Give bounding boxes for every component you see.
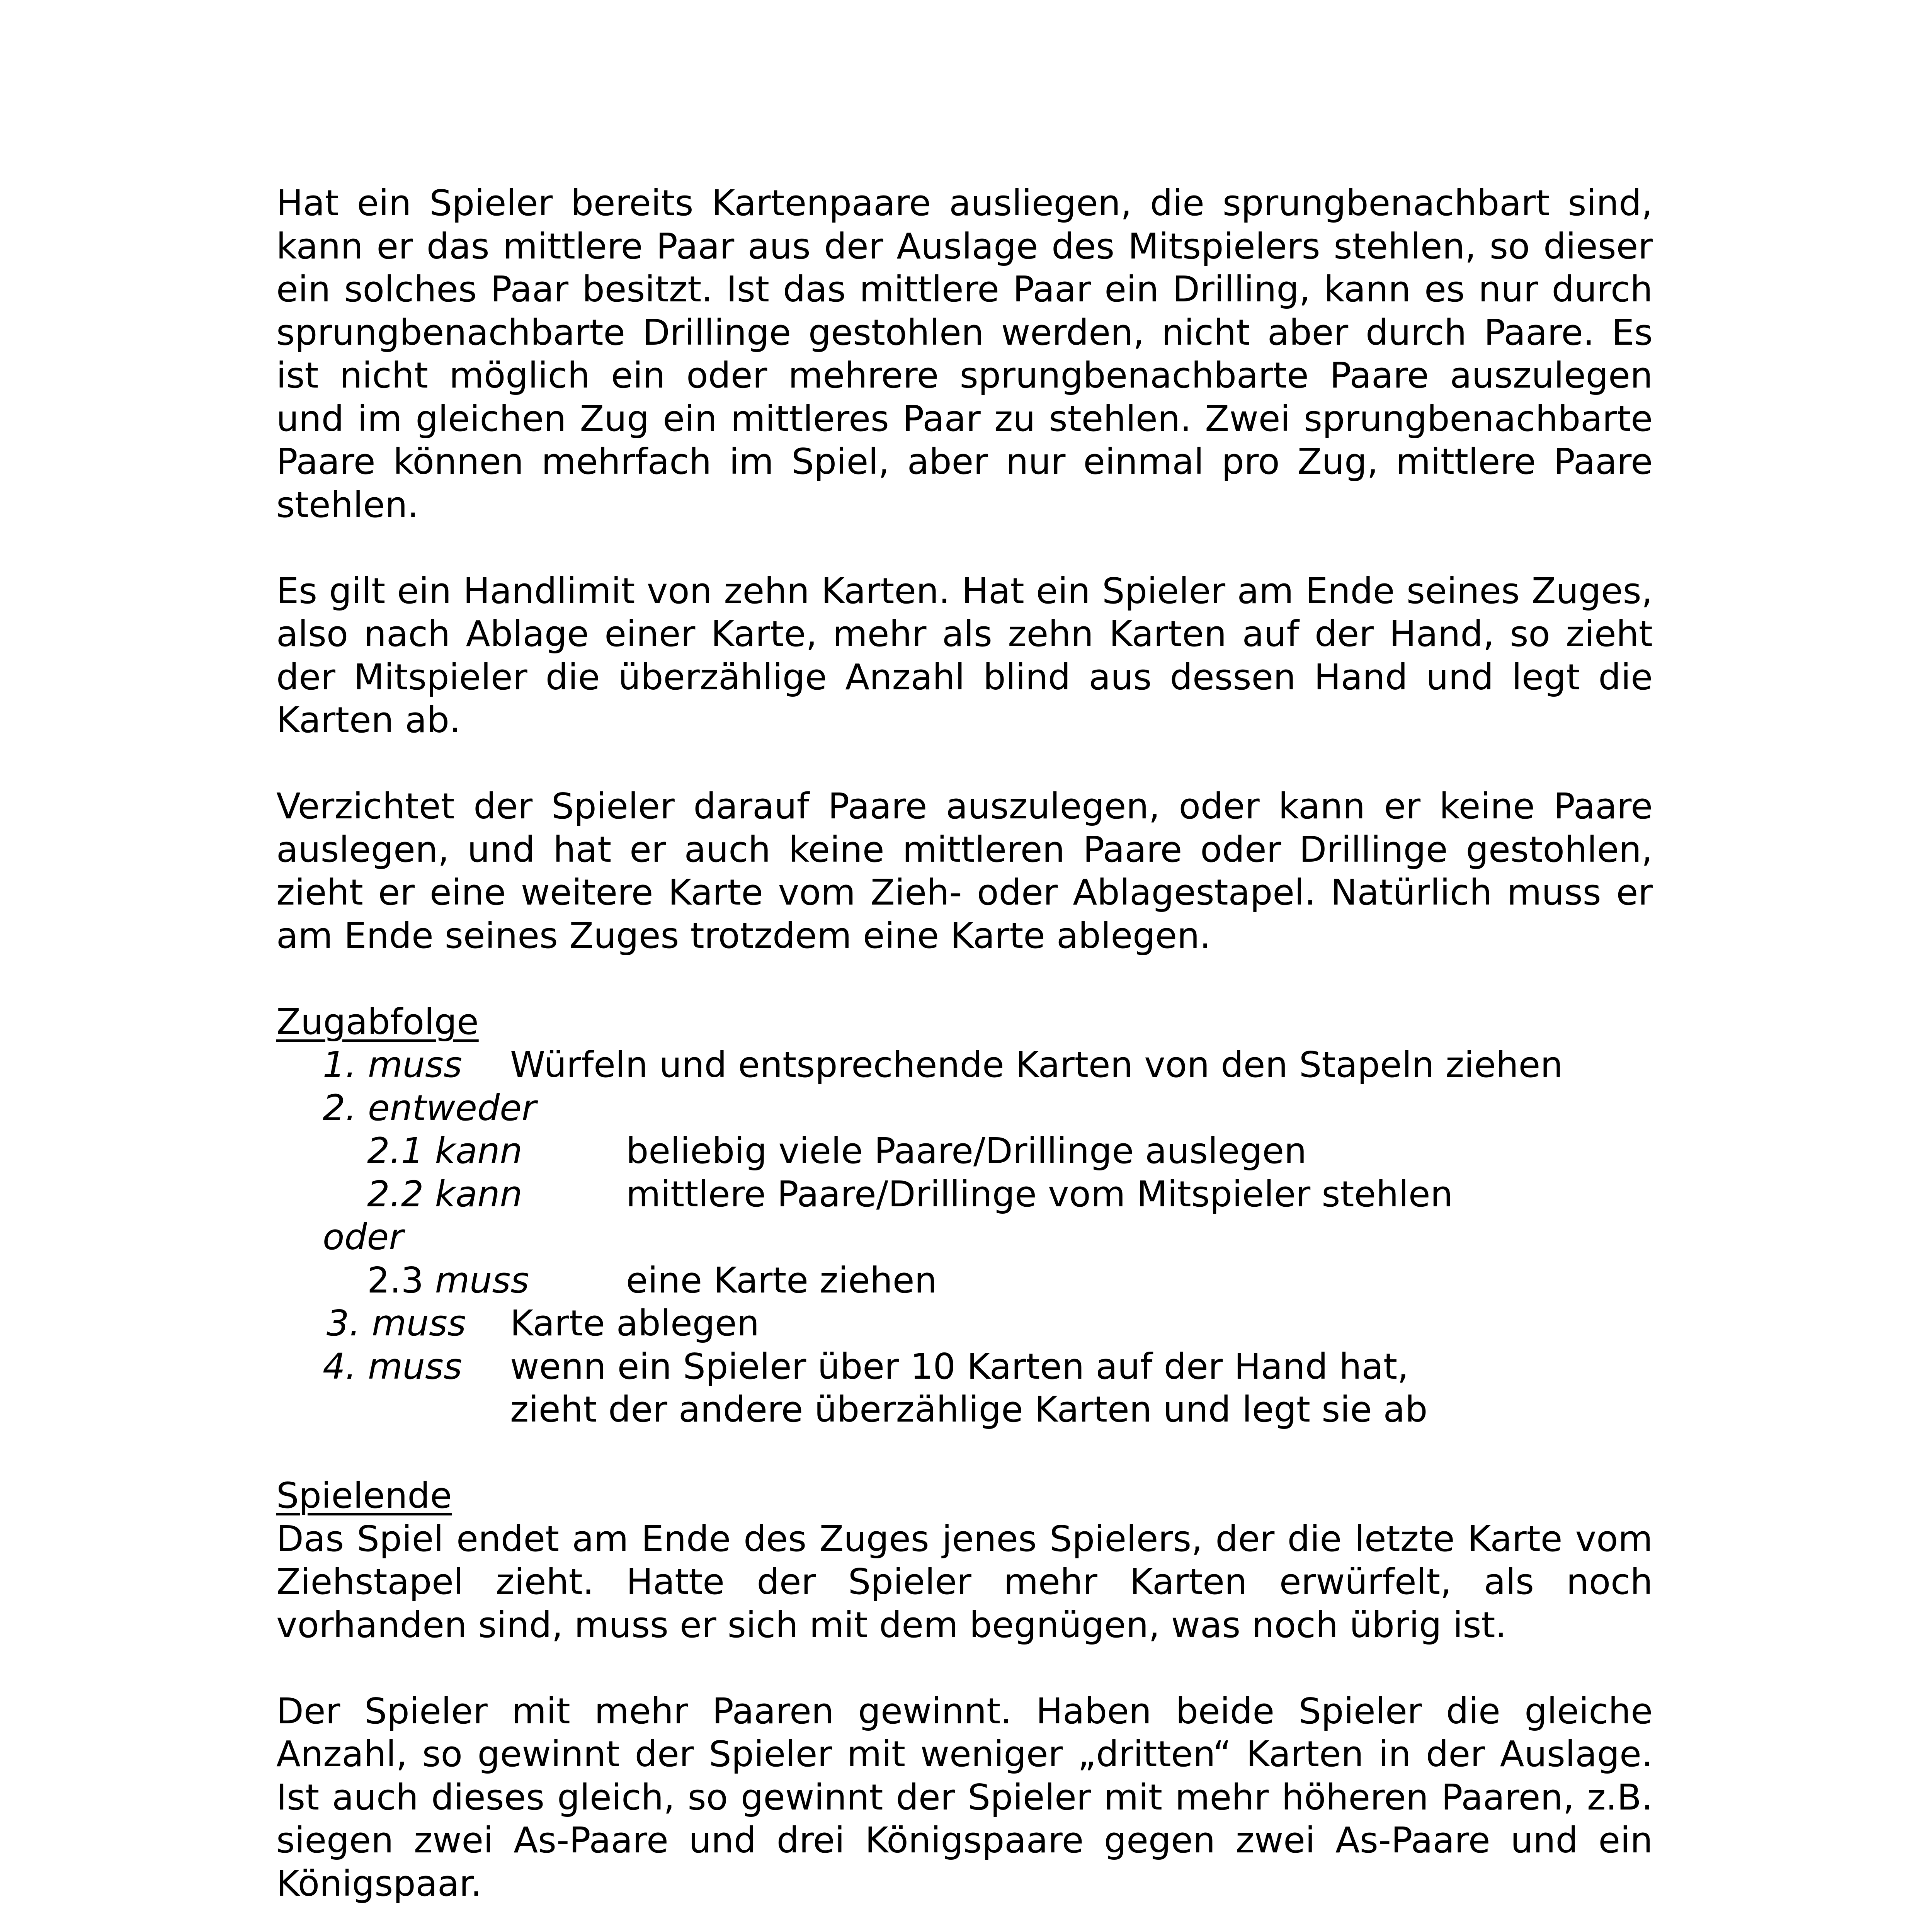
spacer [276,957,1653,1000]
oder-label: oder [323,1216,404,1258]
step-4-label: 4. muss [323,1345,462,1387]
step-2-3-text: eine Karte ziehen [626,1259,937,1301]
step-2-2-text: mittlere Paare/Drillinge vom Mitspieler stehlen [626,1173,1453,1215]
step-3-text: Karte ablegen [510,1303,760,1344]
spacer [276,1905,1653,1932]
document-body [276,182,1653,1932]
step-2 [276,1087,1653,1130]
step-2-3-number: 2.3 [367,1259,424,1301]
step-2-2 [276,1173,1653,1216]
spacer [276,742,1653,785]
paragraph-verzicht: Verzichtet der Spieler darauf Paare auszulegen, oder kann er keine Paare auslegen, und hat er auch keine mittleren Paare oder Drillinge gestohlen, zieht er eine weitere Karte vom Zieh- oder Ablagestapel. Natürlich muss er am Ende seines Zuges trotzdem eine Karte ablegen. [276,786,1653,956]
step-4-text-2: zieht der andere überzählige Karten und legt sie ab [510,1389,1428,1430]
paragraph-spielende: Das Spiel endet am Ende des Zuges jenes Spielers, der die letzte Karte vom Ziehstapel zieht. Hatte der Spieler mehr Karten erwürfelt, als noch vorhanden sind, muss er sich mit dem begnügen, was noch übrig ist. [276,1518,1653,1646]
step-3-label: 3. muss [327,1303,466,1344]
step-2-label: 2. entweder [323,1087,536,1129]
step-2-1-text: beliebig viele Paare/Drillinge auslegen [626,1130,1307,1172]
paragraph-stehlen: Hat ein Spieler bereits Kartenpaare ausliegen, die sprungbenachbart sind, kann er das mittlere Paar aus der Auslage des Mitspielers stehlen, so dieser ein solches Paar besitzt. Ist das mittlere Paar ein Drilling, kann es nur durch sprungbenachbarte Drillinge gestohlen werden, nicht aber durch Paare. Es ist nicht möglich ein oder mehrere sprungbenachbarte Paare auszulegen und im gleichen Zug ein mittleres Paar zu stehlen. Zwei sprungbenachbarte Paare können mehrfach im Spiel, aber nur einmal pro Zug, mittlere Paare stehlen. [276,182,1653,526]
step-2-1 [276,1129,1653,1173]
step-3 [276,1302,1653,1345]
step-1-label: 1. muss [323,1044,462,1085]
step-2-3-word: muss [435,1259,529,1301]
spacer [276,1431,1653,1475]
step-4-text-1: wenn ein Spieler über 10 Karten auf der Hand hat, [510,1345,1409,1387]
spacer [276,1646,1653,1690]
paragraph-gewinner: Der Spieler mit mehr Paaren gewinnt. Haben beide Spieler die gleiche Anzahl, so gewinnt der Spieler mit weniger „dritten“ Karten in der Auslage. Ist auch dieses gleich, so gewinnt der Spieler mit mehr höheren Paaren, z.B. siegen zwei As-Paare und drei Königspaare gegen zwei As-Paare und ein Königspaar. [276,1690,1653,1904]
step-2-3-label [367,1259,529,1302]
paragraph-handlimit: Es gilt ein Handlimit von zehn Karten. Hat ein Spieler am Ende seines Zuges, also nach Ablage einer Karte, mehr als zehn Karten auf der Hand, so zieht der Mitspieler die überzählige Anzahl blind aus dessen Hand und legt die Karten ab. [276,570,1653,741]
heading-zugabfolge: Zugabfolge [276,1001,479,1043]
step-2-1-label: 2.1 kann [367,1130,522,1172]
step-4 [276,1345,1653,1388]
oder-line [276,1216,1653,1259]
step-2-3 [276,1259,1653,1302]
step-2-2-label: 2.2 kann [367,1173,522,1215]
step-1 [276,1043,1653,1087]
heading-spielende: Spielende [276,1475,452,1516]
step-4-continued [276,1388,1653,1431]
spacer [276,526,1653,570]
step-1-text: Würfeln und entsprechende Karten von den Stapeln ziehen [510,1044,1563,1085]
